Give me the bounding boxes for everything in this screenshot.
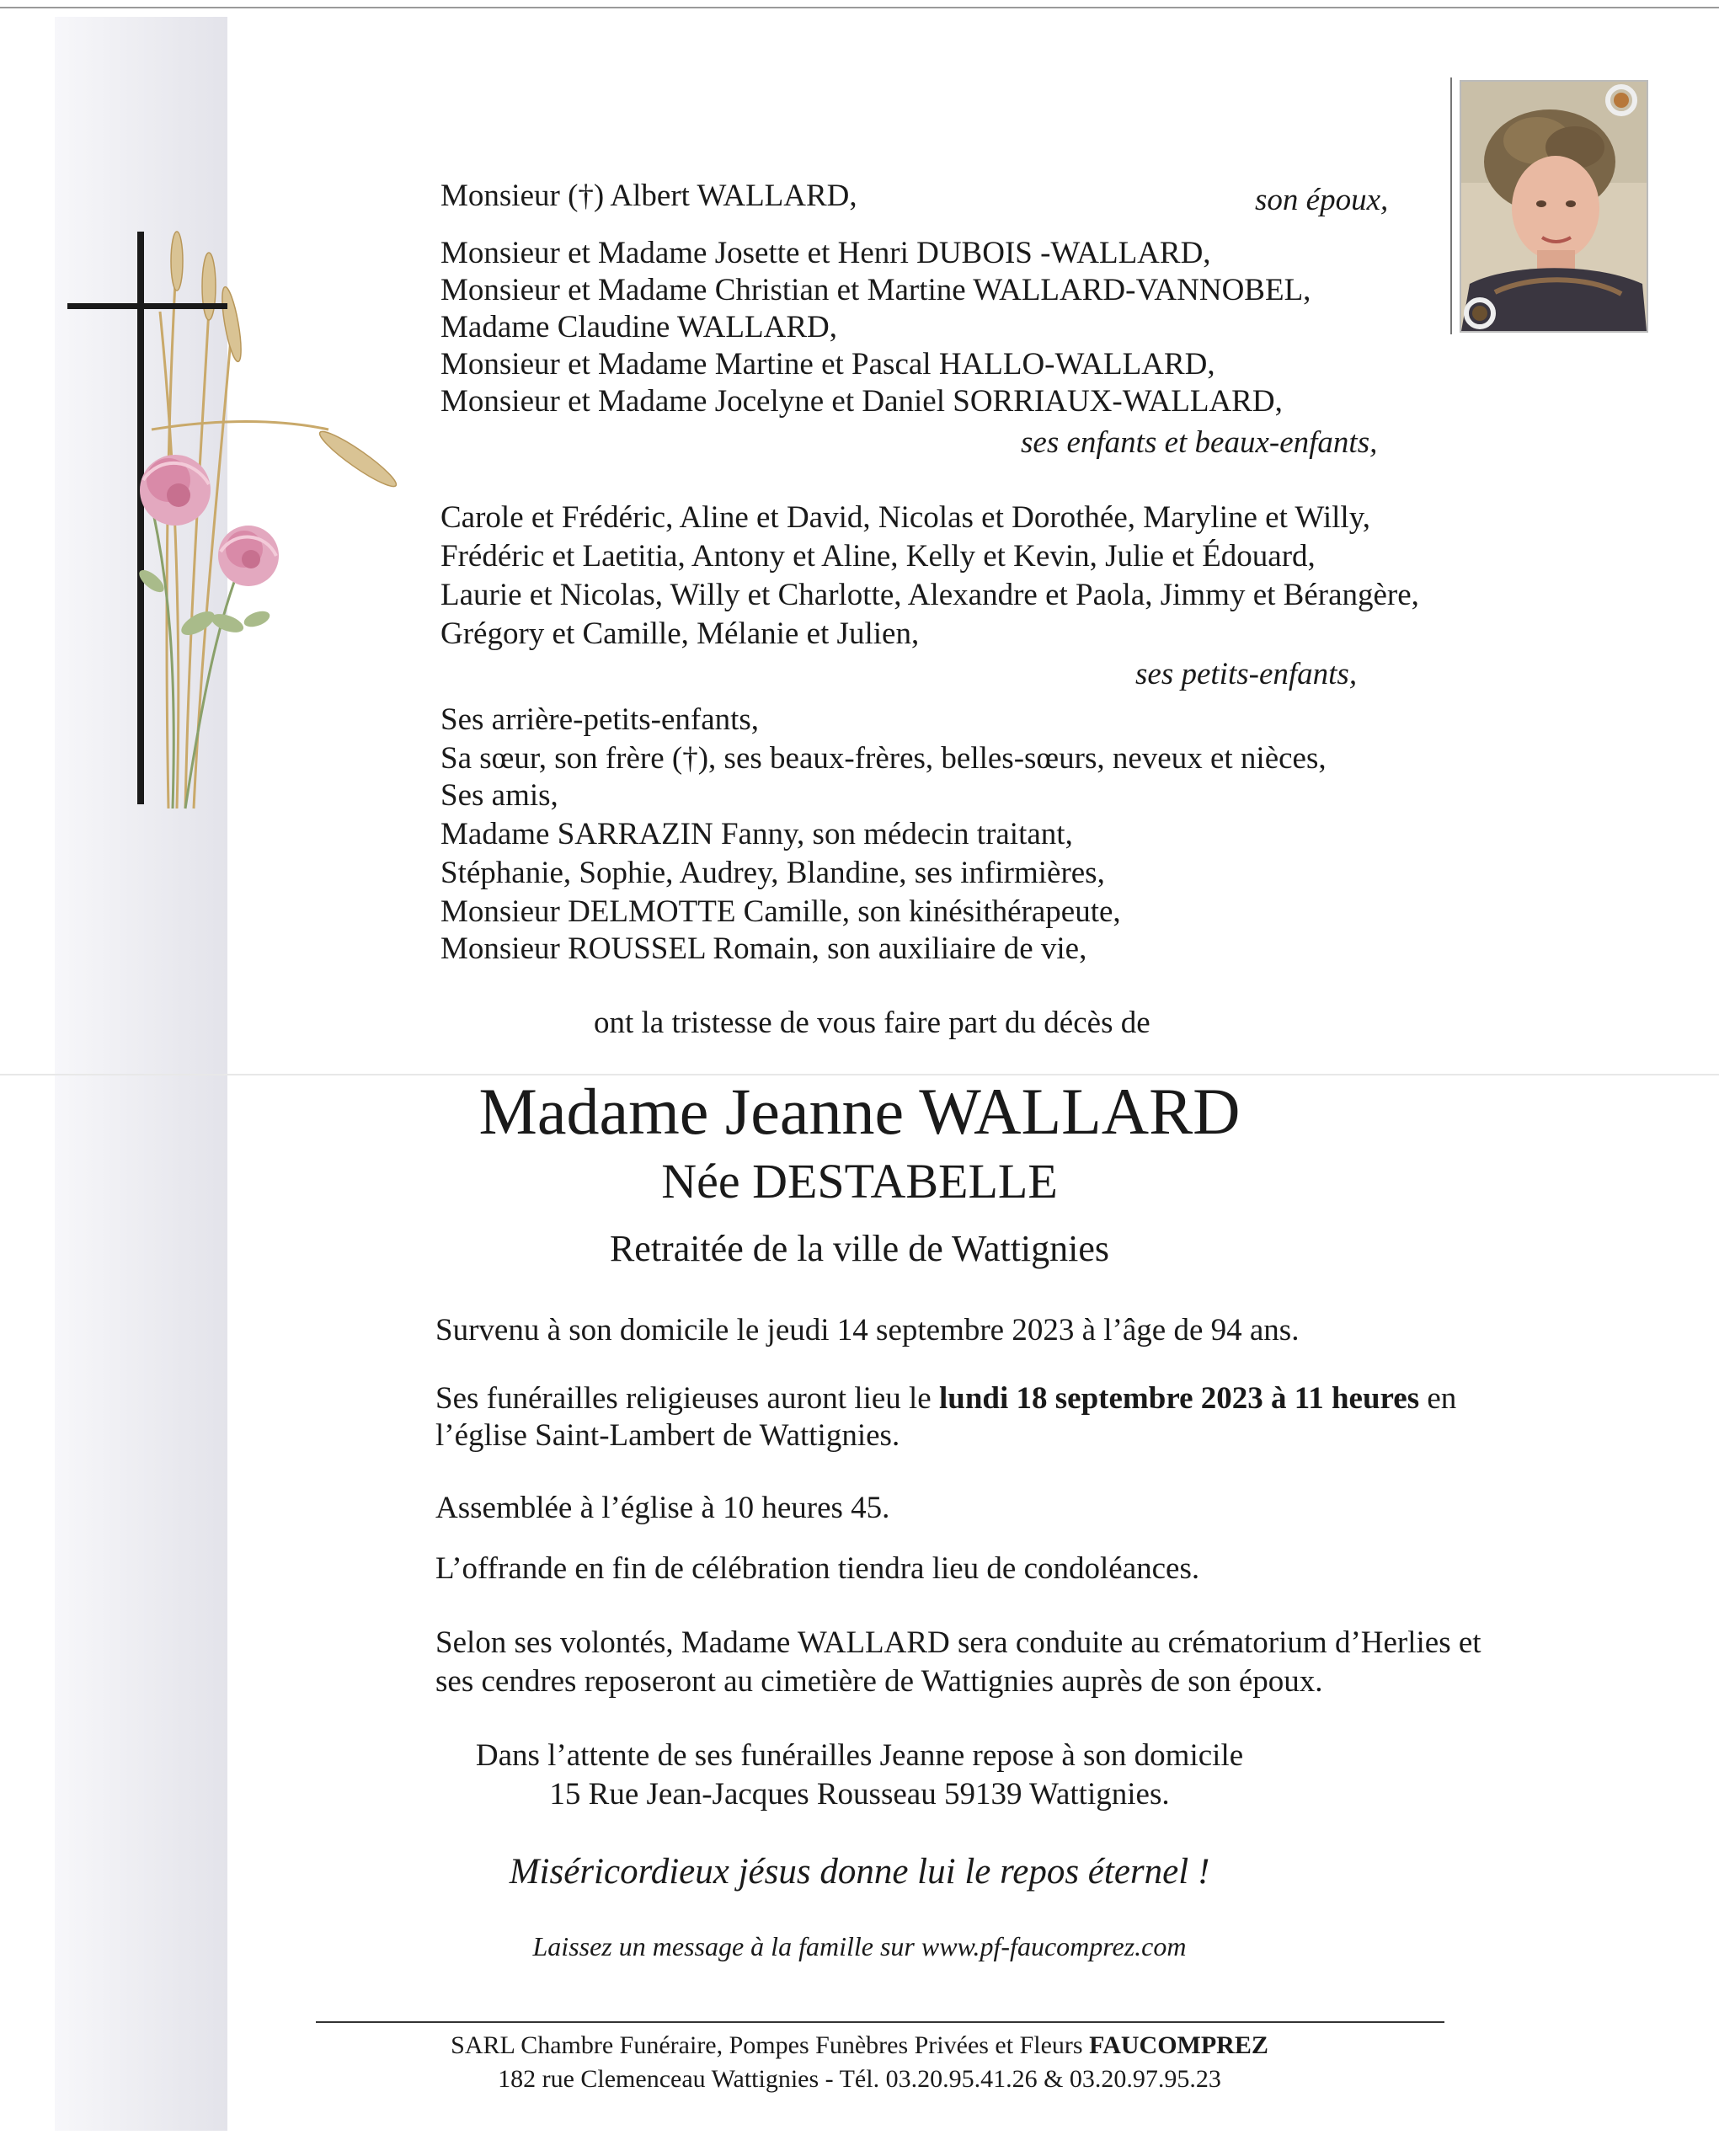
death-details: Survenu à son domicile le jeudi 14 septembre 2023 à l’âge de 94 ans. (435, 1313, 1300, 1348)
assembly-time: Assemblée à l’église à 10 heures 45. (435, 1491, 890, 1525)
footer-company-name: FAUCOMPREZ (1089, 2031, 1268, 2059)
scan-edge-line (0, 7, 1719, 8)
rest-line-1: Dans l’attente de ses funérailles Jeanne repose à son domicile (475, 1738, 1244, 1773)
child-line-5: Monsieur et Madame Jocelyne et Daniel SORRIAUX-WALLARD, (440, 384, 1283, 419)
spouse-line: Monsieur (†) Albert WALLARD, (440, 179, 857, 213)
deceased-name: Madame Jeanne WALLARD (478, 1075, 1241, 1148)
photo-edge-mark (1450, 77, 1452, 334)
children-role: ses enfants et beaux-enfants, (1021, 425, 1378, 460)
other-line-7: Monsieur ROUSSEL Romain, son auxiliaire de vie, (440, 931, 1087, 966)
wishes-line-1: Selon ses volontés, Madame WALLARD sera conduite au crématorium d’Herlies et (435, 1625, 1481, 1660)
portrait-photo (1460, 80, 1648, 333)
cross-vertical (137, 232, 144, 804)
child-line-2: Monsieur et Madame Christian et Martine WALLARD-VANNOBEL, (440, 273, 1311, 307)
funeral-line-1 (435, 1380, 1456, 1417)
wishes-line-2: ses cendres reposeront au cimetière de Wattignies auprès de son époux. (435, 1664, 1323, 1699)
prayer: Miséricordieux jésus donne lui le repos éternel ! (509, 1852, 1210, 1892)
other-line-3: Ses amis, (440, 778, 558, 813)
footer-address: 182 rue Clemenceau Wattignies - Tél. 03.20.95.41.26 & 03.20.97.95.23 (498, 2065, 1221, 2093)
footer-divider (316, 2021, 1444, 2023)
spouse-role: son époux, (1255, 183, 1389, 217)
maiden-name: Née DESTABELLE (661, 1154, 1058, 1209)
cross-horizontal (67, 303, 227, 309)
other-line-6: Monsieur DELMOTTE Camille, son kinésithérapeute, (440, 894, 1121, 929)
footer-company (0, 2030, 1719, 2062)
child-line-1: Monsieur et Madame Josette et Henri DUBOIS -WALLARD, (440, 236, 1211, 270)
grandchildren-line-2: Frédéric et Laetitia, Antony et Aline, Kelly et Kevin, Julie et Édouard, (440, 539, 1316, 574)
cross-wheat-roses-illustration (51, 227, 404, 817)
rose-lower (218, 526, 279, 586)
grandchildren-line-3: Laurie et Nicolas, Willy et Charlotte, Alexandre et Paola, Jimmy et Bérangère, (440, 578, 1419, 612)
funeral-suffix: en (1419, 1381, 1457, 1416)
grandchildren-role: ses petits-enfants, (1135, 657, 1358, 691)
grandchildren-line-1: Carole et Frédéric, Aline et David, Nicolas et Dorothée, Maryline et Willy, (440, 500, 1371, 535)
occupation: Retraitée de la ville de Wattignies (609, 1228, 1110, 1269)
other-line-2: Sa sœur, son frère (†), ses beaux-frères, belles-sœurs, neveux et nièces, (440, 741, 1327, 776)
footer-company-prefix: SARL Chambre Funéraire, Pompes Funèbres Privées et Fleurs (451, 2031, 1090, 2059)
other-line-1: Ses arrière-petits-enfants, (440, 702, 760, 737)
announcement-line: ont la tristesse de vous faire part du décès de (594, 1006, 1150, 1040)
child-line-3: Madame Claudine WALLARD, (440, 310, 837, 344)
funeral-date: lundi 18 septembre 2023 à 11 heures (938, 1381, 1420, 1416)
offering-note: L’offrande en fin de célébration tiendra lieu de condoléances. (435, 1551, 1200, 1586)
funeral-place: l’église Saint-Lambert de Wattignies. (435, 1418, 900, 1453)
rose-upper (140, 455, 211, 526)
portrait-drawing (1461, 82, 1647, 331)
condolence-message: Laissez un message à la famille sur www.pf-faucomprez.com (532, 1931, 1187, 1961)
rest-address: 15 Rue Jean-Jacques Rousseau 59139 Wattignies. (549, 1777, 1170, 1812)
funeral-prefix: Ses funérailles religieuses auront lieu le (435, 1381, 939, 1416)
other-line-4: Madame SARRAZIN Fanny, son médecin traitant, (440, 817, 1073, 851)
grandchildren-line-4: Grégory et Camille, Mélanie et Julien, (440, 616, 920, 651)
child-line-4: Monsieur et Madame Martine et Pascal HALLO-WALLARD, (440, 347, 1215, 382)
other-line-5: Stéphanie, Sophie, Audrey, Blandine, ses infirmières, (440, 856, 1105, 890)
